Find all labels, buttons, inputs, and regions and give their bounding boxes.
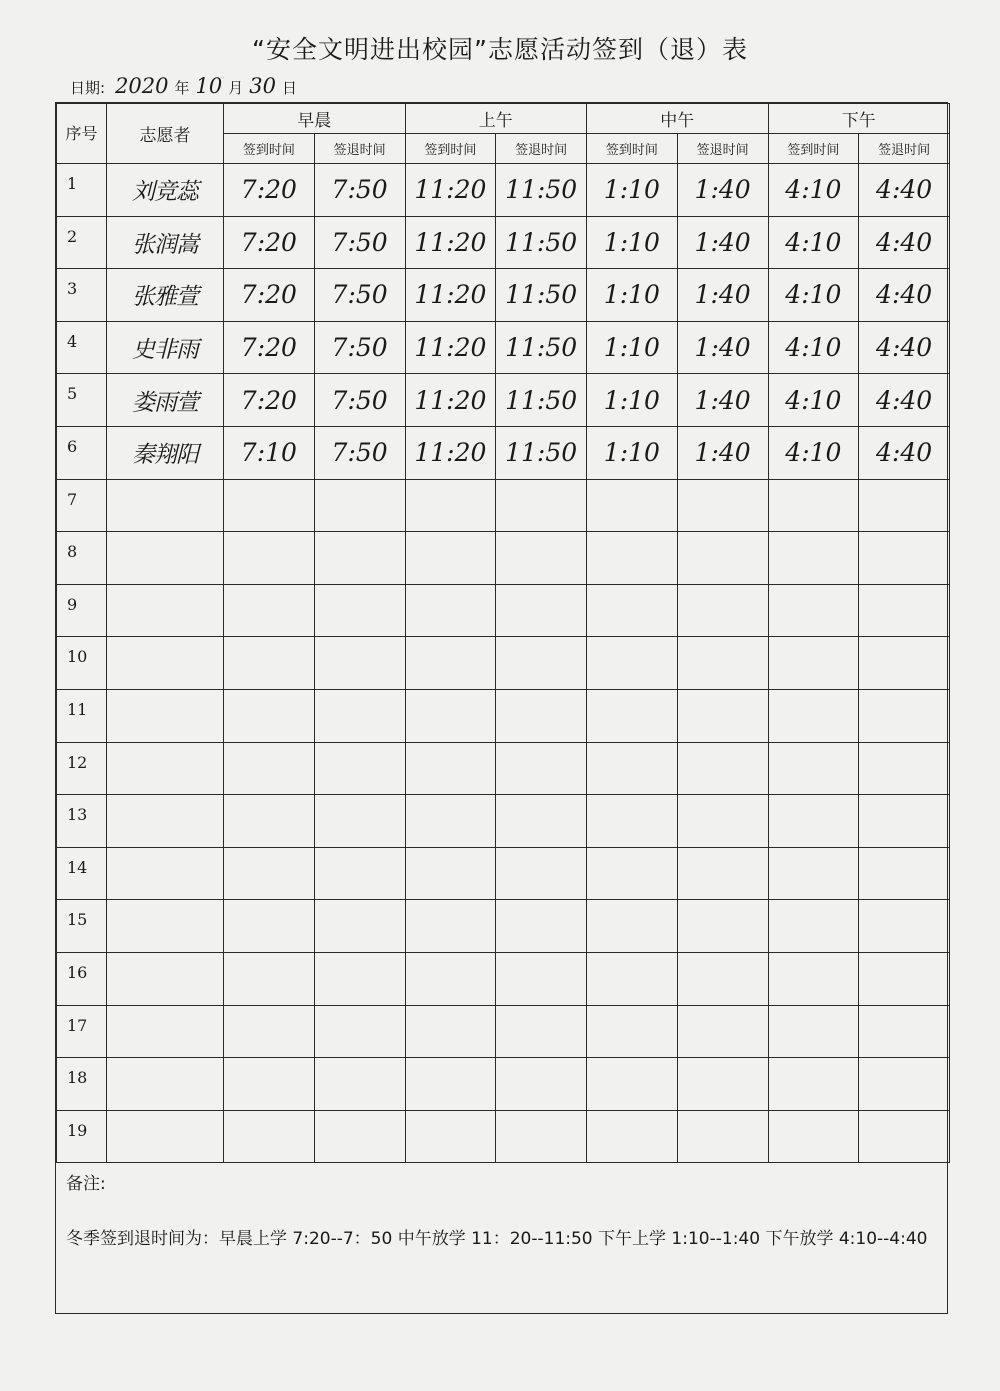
date-month-label: 月: [228, 79, 244, 97]
table-row: [57, 742, 950, 795]
sign-in-time: 1:10: [587, 374, 678, 427]
sign-in-time: [587, 795, 678, 848]
sign-in-time: 11:20: [405, 216, 496, 269]
sign-out-time: [496, 479, 587, 532]
sign-in-time: [587, 1110, 678, 1163]
sign-in-table: [56, 103, 950, 1163]
row-seq: 11: [57, 689, 107, 742]
row-seq: 17: [57, 1005, 107, 1058]
sign-in-time: [587, 584, 678, 637]
row-seq: 8: [57, 532, 107, 585]
volunteer-name: [107, 1005, 224, 1058]
sign-out-time: 11:50: [496, 426, 587, 479]
sign-out-time: [677, 742, 768, 795]
row-seq: 6: [57, 426, 107, 479]
sign-in-time: 4:10: [768, 164, 859, 217]
sign-in-time: [405, 1058, 496, 1111]
volunteer-name: 娄雨萱: [107, 374, 224, 427]
volunteer-name: [107, 689, 224, 742]
sign-out-time: [496, 689, 587, 742]
row-seq: 2: [57, 216, 107, 269]
header-period-forenoon: 上午: [405, 104, 587, 134]
sign-in-time: [587, 1005, 678, 1058]
notes-section: [56, 1163, 947, 1313]
sign-in-time: [224, 847, 315, 900]
sign-out-time: 11:50: [496, 164, 587, 217]
header-sign-in: 签到时间: [587, 134, 678, 164]
date-day-label: 日: [282, 79, 298, 97]
row-seq: 16: [57, 952, 107, 1005]
sign-in-time: 11:20: [405, 321, 496, 374]
sign-in-time: [224, 479, 315, 532]
sign-out-time: 4:40: [859, 374, 950, 427]
volunteer-name: [107, 637, 224, 690]
sign-in-time: [224, 952, 315, 1005]
table-row: [57, 216, 950, 269]
header-seq: 序号: [57, 104, 107, 164]
header-volunteer: 志愿者: [107, 104, 224, 164]
sign-in-time: [405, 1110, 496, 1163]
sign-out-time: [314, 742, 405, 795]
sign-out-time: [677, 1005, 768, 1058]
sign-in-time: [768, 795, 859, 848]
sign-in-time: 7:20: [224, 164, 315, 217]
sign-out-time: 11:50: [496, 216, 587, 269]
sign-out-time: [677, 1058, 768, 1111]
sign-out-time: [859, 742, 950, 795]
sign-in-time: 11:20: [405, 269, 496, 322]
sign-out-time: [677, 795, 768, 848]
sign-out-time: [496, 952, 587, 1005]
sign-in-time: [768, 742, 859, 795]
sign-out-time: [677, 479, 768, 532]
header-sign-out: 签退时间: [314, 134, 405, 164]
sign-in-time: [224, 689, 315, 742]
sign-in-time: [587, 742, 678, 795]
sign-out-time: 4:40: [859, 269, 950, 322]
sign-out-time: [496, 584, 587, 637]
sign-in-time: 4:10: [768, 374, 859, 427]
sign-out-time: [859, 952, 950, 1005]
sign-out-time: [859, 1110, 950, 1163]
sign-in-time: 1:10: [587, 269, 678, 322]
sign-out-time: [677, 637, 768, 690]
table-row: [57, 952, 950, 1005]
sign-in-time: [768, 532, 859, 585]
sign-in-time: [224, 637, 315, 690]
row-seq: 10: [57, 637, 107, 690]
sign-in-time: [587, 952, 678, 1005]
volunteer-name: [107, 795, 224, 848]
volunteer-name: [107, 847, 224, 900]
sign-in-time: [587, 637, 678, 690]
header-sign-out: 签退时间: [677, 134, 768, 164]
sign-out-time: 4:40: [859, 321, 950, 374]
table-row: [57, 426, 950, 479]
sign-in-time: 7:20: [224, 269, 315, 322]
row-seq: 13: [57, 795, 107, 848]
table-row: [57, 269, 950, 322]
sign-in-time: 7:20: [224, 374, 315, 427]
sign-in-time: [405, 742, 496, 795]
date-line: [70, 74, 297, 98]
sign-in-time: [224, 900, 315, 953]
date-day: 30: [249, 74, 277, 98]
sign-in-time: 11:20: [405, 164, 496, 217]
sign-in-time: [224, 584, 315, 637]
sign-in-time: [768, 1005, 859, 1058]
sign-out-time: 7:50: [314, 321, 405, 374]
sign-out-time: [859, 1058, 950, 1111]
sign-in-time: [405, 689, 496, 742]
sign-out-time: [677, 900, 768, 953]
table-row: [57, 637, 950, 690]
sign-in-time: [768, 584, 859, 637]
sign-out-time: 1:40: [677, 269, 768, 322]
sign-out-time: 1:40: [677, 164, 768, 217]
sign-out-time: [314, 1058, 405, 1111]
sign-out-time: [314, 1110, 405, 1163]
sign-out-time: [859, 795, 950, 848]
sign-out-time: [314, 795, 405, 848]
sign-out-time: 1:40: [677, 426, 768, 479]
sign-out-time: 11:50: [496, 321, 587, 374]
volunteer-name: [107, 742, 224, 795]
sign-in-time: [768, 1058, 859, 1111]
row-seq: 14: [57, 847, 107, 900]
sign-out-time: 7:50: [314, 374, 405, 427]
date-label: 日期:: [70, 79, 106, 97]
volunteer-name: 秦翔阳: [107, 426, 224, 479]
sign-in-time: [768, 479, 859, 532]
sign-in-time: 7:10: [224, 426, 315, 479]
date-month: 10: [195, 74, 223, 98]
row-seq: 7: [57, 479, 107, 532]
sign-out-time: 1:40: [677, 374, 768, 427]
sign-in-time: 4:10: [768, 216, 859, 269]
sign-in-time: 1:10: [587, 164, 678, 217]
table-row: [57, 1058, 950, 1111]
sign-out-time: [496, 1110, 587, 1163]
date-year-label: 年: [174, 79, 190, 97]
sign-out-time: [859, 584, 950, 637]
sign-in-time: [405, 637, 496, 690]
date-year: 2020: [115, 74, 169, 98]
sign-in-time: [768, 689, 859, 742]
sign-in-time: [587, 689, 678, 742]
sign-out-time: [496, 1005, 587, 1058]
sign-out-time: [859, 689, 950, 742]
sign-in-time: [405, 900, 496, 953]
sign-out-time: [314, 847, 405, 900]
sign-out-time: 7:50: [314, 216, 405, 269]
sign-out-time: [496, 795, 587, 848]
row-seq: 18: [57, 1058, 107, 1111]
sign-in-time: 4:10: [768, 269, 859, 322]
sign-in-time: [405, 532, 496, 585]
table-row: [57, 532, 950, 585]
row-seq: 9: [57, 584, 107, 637]
row-seq: 12: [57, 742, 107, 795]
sign-out-time: [496, 742, 587, 795]
row-seq: 3: [57, 269, 107, 322]
table-row: [57, 321, 950, 374]
sign-out-time: [314, 900, 405, 953]
sign-out-time: 1:40: [677, 216, 768, 269]
sign-out-time: [859, 847, 950, 900]
sign-out-time: 1:40: [677, 321, 768, 374]
sign-in-time: [224, 1110, 315, 1163]
sign-in-time: [224, 1005, 315, 1058]
sign-out-time: [677, 584, 768, 637]
header-period-afternoon: 下午: [768, 104, 950, 134]
volunteer-name: [107, 952, 224, 1005]
sign-in-time: 7:20: [224, 321, 315, 374]
sign-out-time: [314, 689, 405, 742]
sign-out-time: 11:50: [496, 269, 587, 322]
volunteer-name: 刘竞蕊: [107, 164, 224, 217]
sign-out-time: [859, 479, 950, 532]
sign-out-time: [859, 900, 950, 953]
notes-label: 备注:: [66, 1174, 106, 1195]
row-seq: 5: [57, 374, 107, 427]
sign-out-time: [496, 900, 587, 953]
header-sign-out: 签退时间: [859, 134, 950, 164]
sign-out-time: 7:50: [314, 164, 405, 217]
sign-in-time: [587, 847, 678, 900]
sign-in-time: [224, 795, 315, 848]
sign-in-time: [768, 1110, 859, 1163]
volunteer-name: 史非雨: [107, 321, 224, 374]
sign-out-time: [496, 532, 587, 585]
sign-in-time: [587, 1058, 678, 1111]
sign-out-time: [314, 479, 405, 532]
table-row: [57, 374, 950, 427]
sign-in-time: [405, 584, 496, 637]
sign-in-time: [768, 900, 859, 953]
sign-in-time: [587, 532, 678, 585]
sign-out-time: [677, 689, 768, 742]
sign-out-time: 7:50: [314, 269, 405, 322]
sign-in-time: [587, 479, 678, 532]
sign-out-time: 4:40: [859, 164, 950, 217]
sign-in-time: 1:10: [587, 216, 678, 269]
sign-in-time: [587, 900, 678, 953]
row-seq: 4: [57, 321, 107, 374]
table-row: [57, 847, 950, 900]
sign-out-time: [496, 637, 587, 690]
table-row: [57, 584, 950, 637]
sign-out-time: [496, 1058, 587, 1111]
notes-text: 冬季签到退时间为：早晨上学 7:20--7：50 中午放学 11：20--11:50 下午上学 1:10--1:40 下午放学 4:10--4:40: [66, 1229, 928, 1250]
sign-in-time: [768, 847, 859, 900]
row-seq: 15: [57, 900, 107, 953]
volunteer-name: 张润嵩: [107, 216, 224, 269]
sign-out-time: [314, 1005, 405, 1058]
table-row: [57, 164, 950, 217]
volunteer-name: [107, 1110, 224, 1163]
sign-in-time: [224, 532, 315, 585]
sign-in-time: 1:10: [587, 426, 678, 479]
table-row: [57, 689, 950, 742]
sign-in-time: 1:10: [587, 321, 678, 374]
sign-out-time: [677, 1110, 768, 1163]
table-row: [57, 479, 950, 532]
volunteer-name: [107, 479, 224, 532]
header-sign-in: 签到时间: [768, 134, 859, 164]
header-sign-in: 签到时间: [224, 134, 315, 164]
row-seq: 1: [57, 164, 107, 217]
sign-in-time: [405, 1005, 496, 1058]
sign-out-time: [314, 584, 405, 637]
sign-in-time: [405, 795, 496, 848]
volunteer-name: [107, 532, 224, 585]
sign-in-time: [768, 637, 859, 690]
sign-in-time: 11:20: [405, 426, 496, 479]
sign-out-time: 11:50: [496, 374, 587, 427]
sign-in-time: [224, 742, 315, 795]
sign-out-time: [859, 637, 950, 690]
header-period-noon: 中午: [587, 104, 769, 134]
document-title: “安全文明进出校园”志愿活动签到（退）表: [252, 35, 748, 64]
table-row: [57, 795, 950, 848]
sign-in-time: [768, 952, 859, 1005]
sign-in-time: [405, 952, 496, 1005]
volunteer-name: [107, 1058, 224, 1111]
table-row: [57, 1005, 950, 1058]
volunteer-name: [107, 584, 224, 637]
sign-out-time: [859, 532, 950, 585]
sign-out-time: 4:40: [859, 426, 950, 479]
sign-in-time: [405, 847, 496, 900]
sign-in-sheet: [55, 102, 948, 1314]
table-row: [57, 900, 950, 953]
sign-out-time: [314, 637, 405, 690]
sign-out-time: [677, 532, 768, 585]
header-sign-in: 签到时间: [405, 134, 496, 164]
sign-out-time: 7:50: [314, 426, 405, 479]
sign-in-time: 4:10: [768, 426, 859, 479]
volunteer-name: 张雅萱: [107, 269, 224, 322]
sign-out-time: [496, 847, 587, 900]
header-period-morning: 早晨: [224, 104, 406, 134]
sign-out-time: [677, 847, 768, 900]
sign-out-time: [677, 952, 768, 1005]
sign-in-time: 11:20: [405, 374, 496, 427]
sign-out-time: [314, 952, 405, 1005]
sign-in-time: 4:10: [768, 321, 859, 374]
sign-out-time: [859, 1005, 950, 1058]
table-row: [57, 1110, 950, 1163]
sign-in-time: 7:20: [224, 216, 315, 269]
volunteer-name: [107, 900, 224, 953]
header-sign-out: 签退时间: [496, 134, 587, 164]
sign-in-time: [405, 479, 496, 532]
sign-in-time: [224, 1058, 315, 1111]
row-seq: 19: [57, 1110, 107, 1163]
sign-out-time: 4:40: [859, 216, 950, 269]
sign-out-time: [314, 532, 405, 585]
